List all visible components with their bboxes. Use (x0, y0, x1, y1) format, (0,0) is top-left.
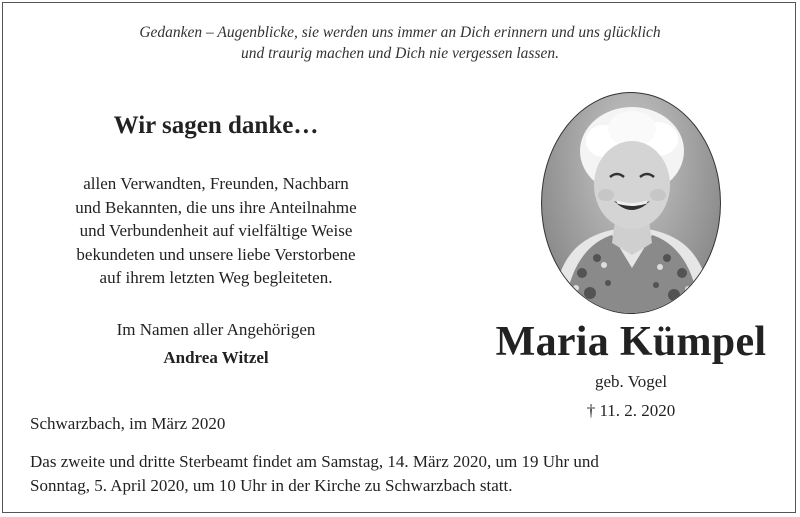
deceased-name: Maria Kümpel (495, 319, 767, 365)
on-behalf-text: Im Namen aller Angehörigen (116, 320, 316, 339)
portrait-illustration (542, 93, 721, 314)
death-date: † 11. 2. 2020 (586, 401, 676, 420)
service-announcement (30, 450, 780, 498)
thanks-line: allen Verwandten, Freunden, Nachbarn (83, 174, 349, 193)
place-and-date: Schwarzbach, im März 2020 (30, 414, 226, 433)
thanks-line: bekundeten und unsere liebe Verstorbene (76, 244, 356, 264)
memorial-quote (0, 22, 800, 64)
thanks-text (30, 172, 402, 290)
quote-line-1: Gedanken – Augenblicke, sie werden uns immer an Dich erinnern und uns glücklich (139, 24, 661, 41)
thanks-line: auf ihrem letzten Weg begleiteten. (99, 268, 333, 287)
quote-line-2: und traurig machen und Dich nie vergessen lassen. (241, 45, 559, 62)
thanks-heading: Wir sagen danke… (113, 112, 319, 139)
thanks-line: und Verbundenheit auf vielfältige Weise (79, 221, 353, 240)
signer-name: Andrea Witzel (163, 348, 269, 367)
announcement-line-2: Sonntag, 5. April 2020, um 10 Uhr in der Kirche zu Schwarzbach statt. (30, 476, 513, 495)
portrait-photo (541, 92, 721, 314)
thanks-line: und Bekannten, die uns ihre Anteilnahme (75, 197, 357, 217)
birth-name: geb. Vogel (594, 372, 668, 391)
announcement-line-1: Das zweite und dritte Sterbeamt findet am Samstag, 14. März 2020, um 19 Uhr und (30, 452, 599, 471)
